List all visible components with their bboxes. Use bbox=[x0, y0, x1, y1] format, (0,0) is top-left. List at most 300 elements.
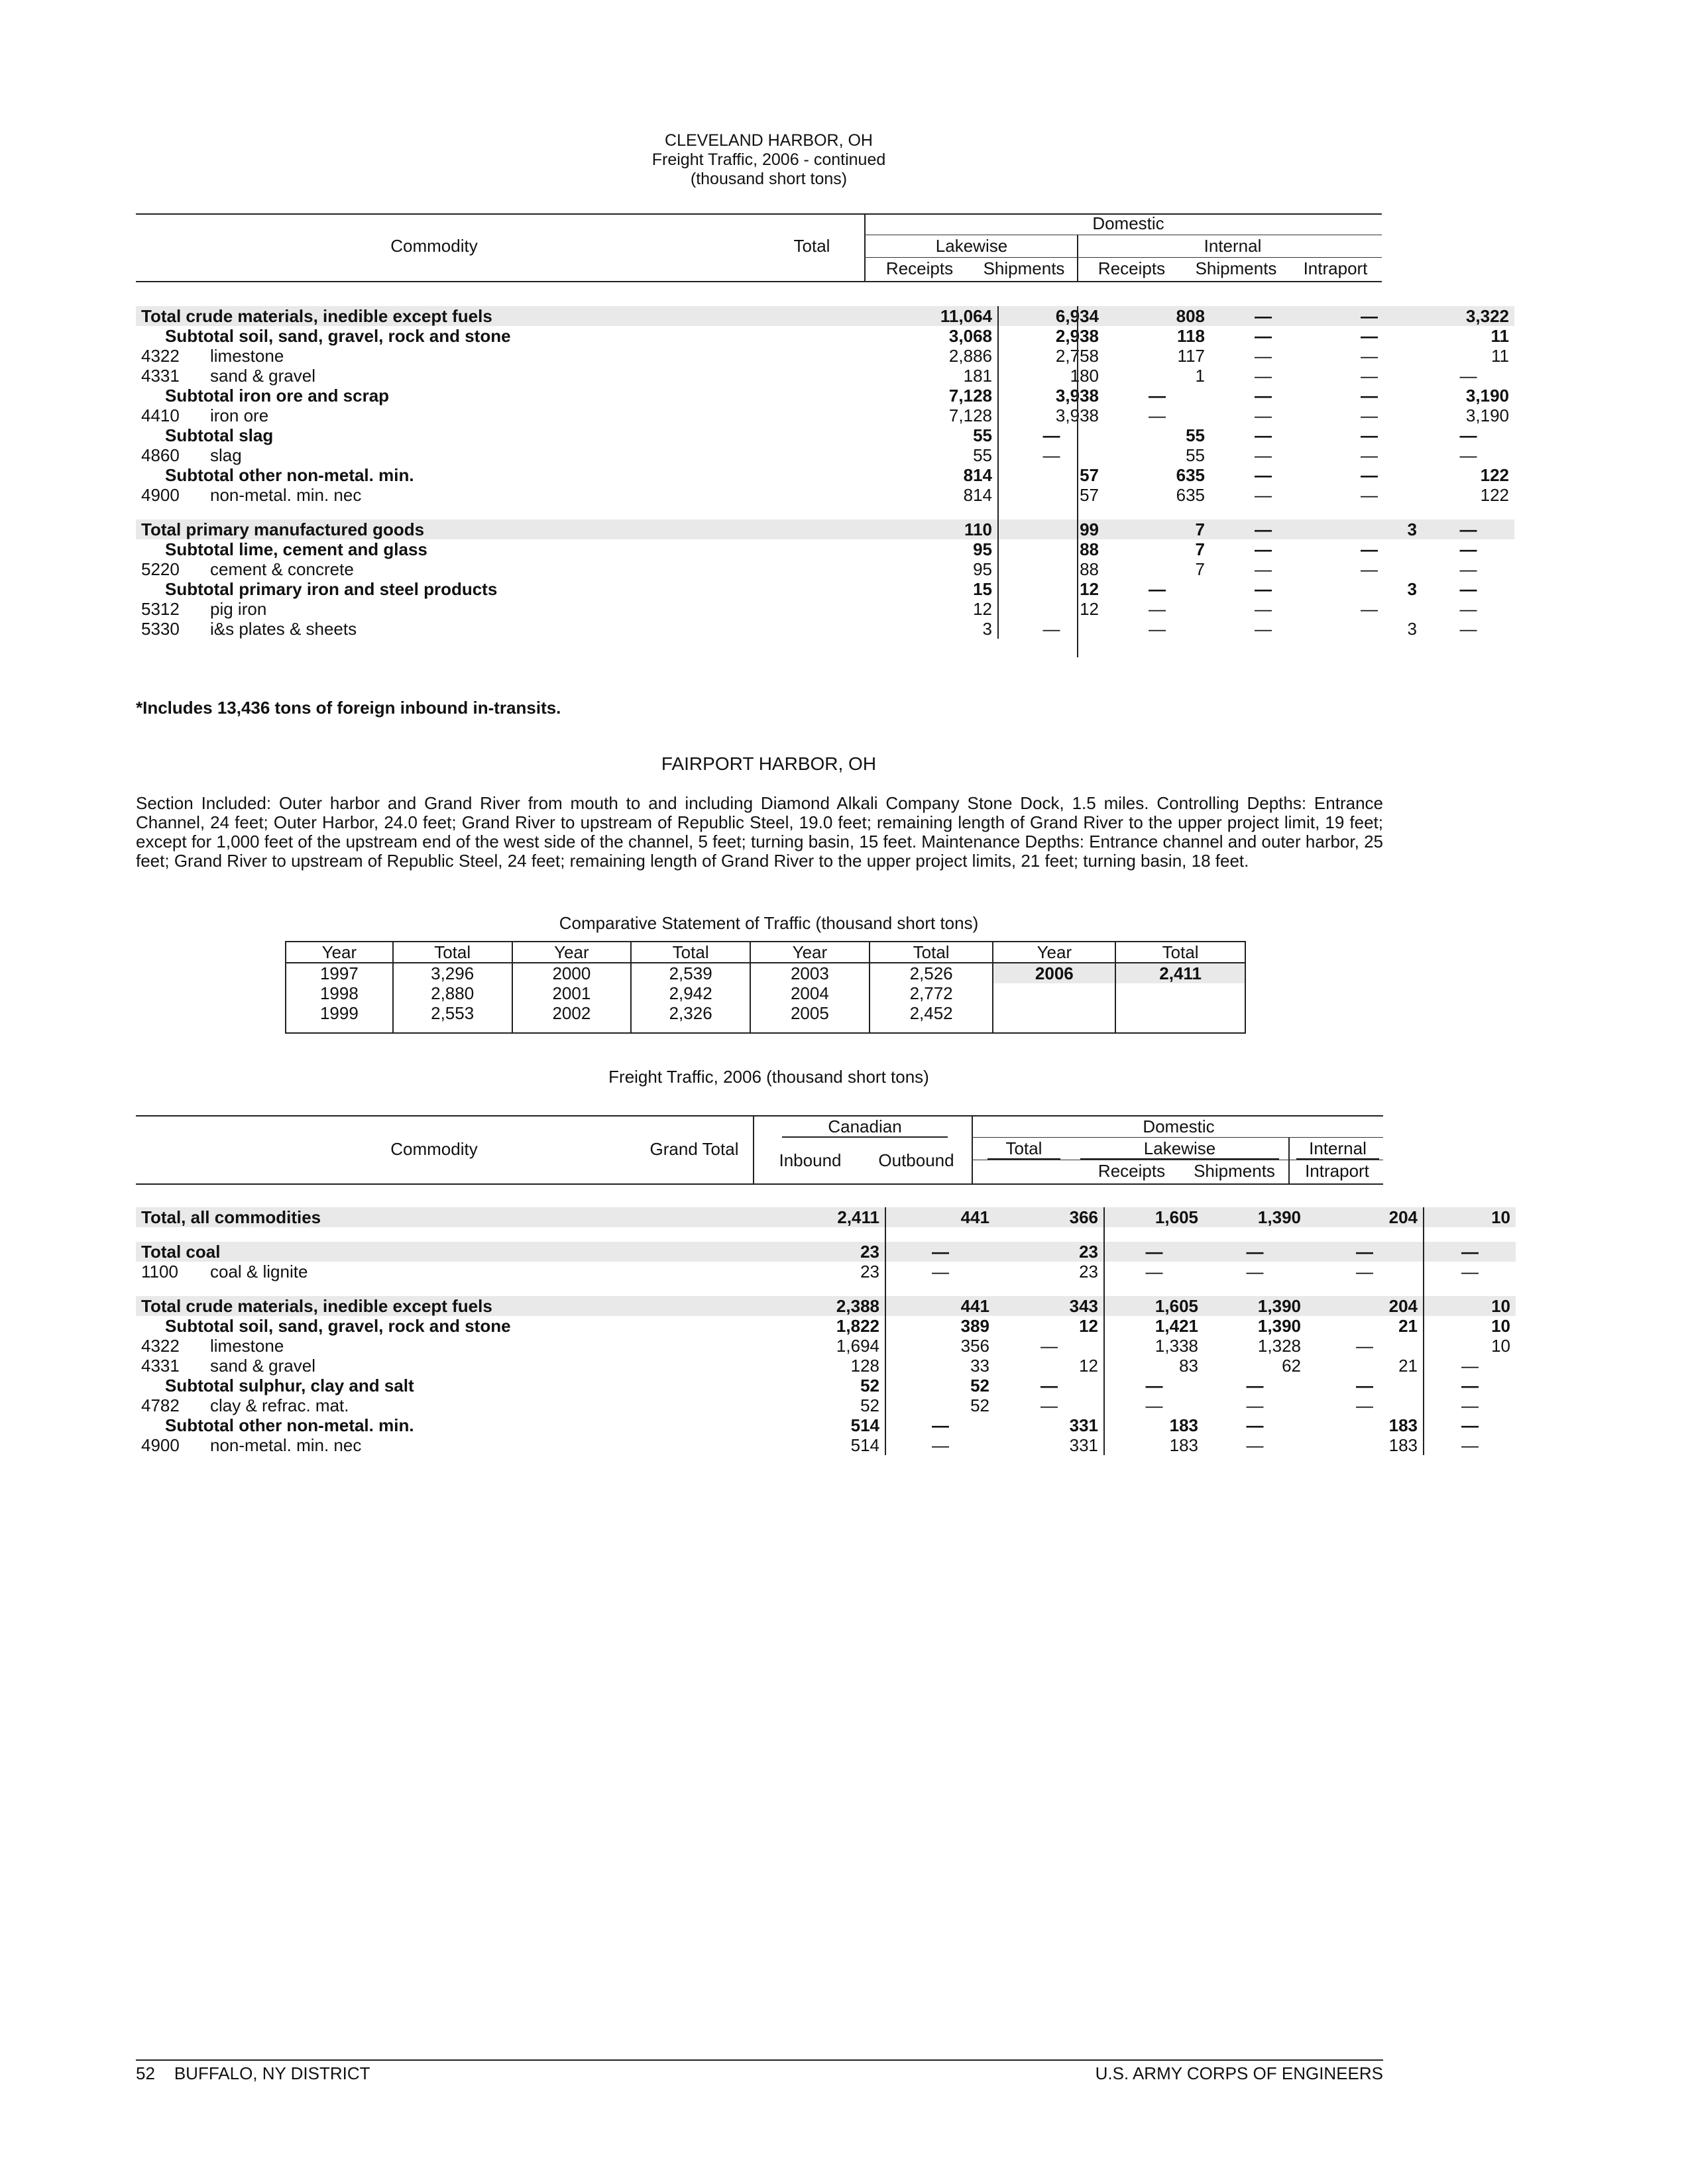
cell-is: 3 bbox=[1407, 579, 1417, 599]
cell-ip: 10 bbox=[1491, 1316, 1510, 1336]
cell-ir: — bbox=[1255, 326, 1272, 346]
fairport-freight-table bbox=[136, 1207, 1516, 1455]
cell-co: 366 bbox=[995, 1207, 1104, 1227]
cell-ls: 117 bbox=[1177, 346, 1205, 366]
cell-ls: — bbox=[1306, 1376, 1424, 1395]
fairport-domestic-header: Domestic bbox=[1143, 1117, 1215, 1136]
cleveland-intraport-header: Intraport bbox=[1303, 258, 1368, 278]
cell-ip: 11 bbox=[1491, 326, 1509, 346]
table-row bbox=[136, 1356, 1516, 1376]
table-row bbox=[136, 366, 1514, 386]
commodity-cell bbox=[136, 366, 866, 386]
cell-ls: 55 bbox=[1186, 425, 1205, 445]
table-row bbox=[136, 346, 1514, 366]
cell-is: — bbox=[1361, 326, 1378, 346]
cell-ci: — bbox=[932, 1435, 949, 1455]
cell-ip: — bbox=[1459, 619, 1477, 639]
commodity-code: 4900 bbox=[141, 1435, 180, 1455]
commodity-code: 4782 bbox=[141, 1395, 180, 1415]
cell-ip: 10 bbox=[1491, 1336, 1510, 1356]
total-cell bbox=[1115, 1003, 1245, 1023]
comparative-table bbox=[285, 941, 1246, 1034]
cell-ls: 1 bbox=[1195, 366, 1205, 386]
cleveland-internal-receipts-header: Receipts bbox=[1097, 258, 1166, 278]
table-row bbox=[136, 1336, 1516, 1356]
fairport-commodity-header: Commodity bbox=[390, 1139, 478, 1159]
cell-ls: 204 bbox=[1306, 1207, 1424, 1227]
cell-is: — bbox=[1316, 306, 1422, 326]
cell-total: 3,068 bbox=[866, 326, 998, 346]
cell-ci: 52 bbox=[970, 1395, 989, 1415]
commodity-code: 5330 bbox=[141, 619, 180, 639]
cell-ci: 389 bbox=[960, 1316, 989, 1336]
cell-gt: 23 bbox=[753, 1242, 885, 1262]
cell-is: — bbox=[1361, 599, 1378, 619]
cleveland-lakewise-header: Lakewise bbox=[935, 236, 1008, 256]
cell-total: 15 bbox=[866, 579, 998, 599]
cell-lr: 3,938 bbox=[1055, 386, 1099, 406]
commodity-code: 1100 bbox=[141, 1262, 178, 1282]
table-row bbox=[136, 425, 1514, 445]
cell-lr: — bbox=[1246, 1262, 1264, 1282]
commodity-name: Total crude materials, inedible except fuels bbox=[141, 306, 492, 326]
year-cell: 2002 bbox=[512, 1003, 632, 1023]
cell-ip: — bbox=[1459, 445, 1477, 465]
cell-ip: — bbox=[1459, 579, 1477, 599]
cleveland-internal-header: Internal bbox=[1204, 236, 1262, 256]
cleveland-domestic-header: Domestic bbox=[1092, 213, 1164, 233]
cell-gt: 514 bbox=[753, 1415, 885, 1435]
cell-ls: — bbox=[1306, 1336, 1424, 1356]
cell-ip: — bbox=[1461, 1376, 1479, 1395]
commodity-name: Subtotal sulphur, clay and salt bbox=[165, 1376, 414, 1395]
cell-ip: 3,190 bbox=[1465, 386, 1509, 406]
agency-name: U.S. ARMY CORPS OF ENGINEERS bbox=[1095, 2063, 1383, 2083]
year-cell bbox=[993, 1003, 1115, 1023]
table-row bbox=[136, 445, 1514, 465]
cell-dt: 83 bbox=[1179, 1356, 1198, 1376]
commodity-cell bbox=[136, 1296, 753, 1316]
cleveland-units: (thousand short tons) bbox=[690, 170, 848, 188]
commodity-name: limestone bbox=[210, 346, 284, 366]
cell-ci: 441 bbox=[885, 1207, 995, 1227]
fairport-lakewise-header: Lakewise bbox=[1080, 1138, 1279, 1160]
cell-is: — bbox=[1361, 406, 1378, 425]
cell-ir: — bbox=[1255, 619, 1272, 639]
cell-ls: 635 bbox=[1176, 485, 1205, 505]
cell-ls: — bbox=[1306, 1395, 1424, 1415]
cell-dt: 1,421 bbox=[1154, 1316, 1198, 1336]
cell-lr: 2,938 bbox=[1055, 326, 1099, 346]
commodity-cell bbox=[136, 599, 866, 619]
cell-dt: — bbox=[1145, 1262, 1163, 1282]
table-row bbox=[136, 406, 1514, 425]
fairport-title: FAIRPORT HARBOR, OH bbox=[661, 753, 877, 774]
cell-lr: 88 bbox=[1080, 559, 1099, 579]
cell-gt: 2,411 bbox=[753, 1207, 885, 1227]
cell-ir: — bbox=[1255, 406, 1272, 425]
cell-ci: 441 bbox=[885, 1296, 995, 1316]
cell-total: 814 bbox=[866, 465, 998, 485]
commodity-cell bbox=[136, 519, 866, 539]
cleveland-title: CLEVELAND HARBOR, OH bbox=[665, 131, 873, 150]
cell-lr: 57 bbox=[1080, 485, 1099, 505]
commodity-cell bbox=[136, 1336, 753, 1356]
commodity-name: coal & lignite bbox=[210, 1262, 308, 1282]
cell-lr: — bbox=[1246, 1376, 1264, 1395]
commodity-name: Subtotal lime, cement and glass bbox=[165, 539, 427, 559]
commodity-name: Total crude materials, inedible except fuels bbox=[141, 1296, 492, 1316]
cell-ip: — bbox=[1459, 425, 1477, 445]
commodity-cell bbox=[136, 1242, 753, 1262]
cell-lr: 1,390 bbox=[1204, 1296, 1306, 1316]
commodity-name: Subtotal soil, sand, gravel, rock and stone bbox=[165, 1316, 511, 1336]
table-row bbox=[136, 1242, 1516, 1262]
commodity-code: 4322 bbox=[141, 1336, 180, 1356]
commodity-name: clay & refrac. mat. bbox=[210, 1395, 349, 1415]
cell-lr: — bbox=[1246, 1435, 1264, 1455]
commodity-name: Total primary manufactured goods bbox=[141, 519, 425, 539]
cell-lr: 62 bbox=[1282, 1356, 1301, 1376]
cell-lr: — bbox=[1042, 445, 1060, 465]
cell-is: — bbox=[1361, 445, 1378, 465]
fairport-intraport-header: Intraport bbox=[1305, 1161, 1369, 1181]
cleveland-receipts-header: Receipts bbox=[885, 258, 954, 278]
table-row bbox=[136, 559, 1514, 579]
cleveland-internal-shipments-header: Shipments bbox=[1195, 258, 1277, 278]
cleveland-domestic-divider bbox=[1077, 306, 1078, 657]
total-cell: 2,326 bbox=[631, 1003, 750, 1023]
fairport-canadian-header: Canadian bbox=[782, 1117, 948, 1138]
cell-ls: 183 bbox=[1306, 1415, 1424, 1435]
commodity-cell bbox=[136, 306, 866, 326]
cell-ls: 21 bbox=[1306, 1356, 1424, 1376]
cleveland-shipments-header: Shipments bbox=[983, 258, 1065, 278]
commodity-cell bbox=[136, 465, 866, 485]
cell-ir: — bbox=[1255, 445, 1272, 465]
commodity-name: iron ore bbox=[210, 406, 269, 425]
cell-is: — bbox=[1361, 559, 1378, 579]
comparative-title: Comparative Statement of Traffic (thousand short tons) bbox=[559, 913, 979, 933]
cell-gt: 23 bbox=[753, 1262, 885, 1282]
footer-rule bbox=[136, 2059, 1383, 2061]
commodity-cell bbox=[136, 1395, 753, 1415]
commodity-name: sand & gravel bbox=[210, 366, 315, 386]
cell-ip: 10 bbox=[1424, 1296, 1516, 1316]
year-cell: 2005 bbox=[750, 1003, 870, 1023]
year-cell: 2000 bbox=[512, 963, 632, 983]
fairport-receipts-header: Receipts bbox=[1097, 1161, 1166, 1181]
cell-ci: 33 bbox=[970, 1356, 989, 1376]
cell-is: — bbox=[1361, 346, 1378, 366]
cell-gt: 128 bbox=[753, 1356, 885, 1376]
cell-total: 2,886 bbox=[866, 346, 998, 366]
cell-total: 7,128 bbox=[866, 386, 998, 406]
commodity-code: 5220 bbox=[141, 559, 180, 579]
commodity-cell bbox=[136, 346, 866, 366]
cell-ls: 183 bbox=[1306, 1435, 1424, 1455]
cell-ip: 3,190 bbox=[1465, 406, 1509, 425]
table-row bbox=[136, 1415, 1516, 1435]
cell-gt: 2,388 bbox=[753, 1296, 885, 1316]
commodity-name: sand & gravel bbox=[210, 1356, 315, 1376]
comparative-row bbox=[286, 963, 1245, 983]
cell-dt: 1,605 bbox=[1104, 1207, 1204, 1227]
fairport-outbound-header: Outbound bbox=[878, 1150, 954, 1170]
cell-ls: 7 bbox=[1195, 539, 1205, 559]
cell-lr: 12 bbox=[1080, 599, 1099, 619]
total-cell: 3,296 bbox=[393, 963, 512, 983]
cell-gt: 514 bbox=[753, 1435, 885, 1455]
year-cell: 2004 bbox=[750, 983, 870, 1003]
cell-co: 23 bbox=[995, 1242, 1104, 1262]
cell-ls: 204 bbox=[1306, 1296, 1424, 1316]
cell-gt: 52 bbox=[753, 1395, 885, 1415]
cell-ls: 7 bbox=[1104, 519, 1210, 539]
commodity-cell bbox=[136, 559, 866, 579]
year-cell: 2003 bbox=[750, 963, 870, 983]
comparative-row bbox=[286, 983, 1245, 1003]
cell-gt: 52 bbox=[753, 1376, 885, 1395]
total-cell: 2,553 bbox=[393, 1003, 512, 1023]
cell-ip: — bbox=[1461, 1395, 1479, 1415]
table-row bbox=[136, 306, 1514, 326]
cell-lr: — bbox=[1246, 1415, 1264, 1435]
total-header: Total bbox=[393, 942, 512, 963]
table-row bbox=[136, 619, 1514, 639]
cell-ls: — bbox=[1149, 619, 1166, 639]
cell-ir: — bbox=[1255, 539, 1272, 559]
cell-ls: 635 bbox=[1176, 465, 1205, 485]
cell-ip: 11 bbox=[1491, 346, 1509, 366]
commodity-name: Subtotal soil, sand, gravel, rock and stone bbox=[165, 326, 511, 346]
cell-is: — bbox=[1361, 366, 1378, 386]
table-row bbox=[136, 386, 1514, 406]
cell-lr: 6,934 bbox=[998, 306, 1104, 326]
cell-ls: 118 bbox=[1177, 326, 1205, 346]
cell-ip: — bbox=[1461, 1262, 1479, 1282]
cleveland-commodity-header: Commodity bbox=[390, 236, 478, 256]
cell-ir: — bbox=[1210, 519, 1316, 539]
commodity-cell bbox=[136, 1316, 753, 1336]
commodity-cell bbox=[136, 579, 866, 599]
commodity-name: Subtotal slag bbox=[165, 425, 274, 445]
commodity-cell bbox=[136, 406, 866, 425]
fairport-grand-total-header: Grand Total bbox=[649, 1139, 739, 1159]
cell-is: 3 bbox=[1316, 519, 1422, 539]
cell-ci: — bbox=[932, 1262, 949, 1282]
cell-is: — bbox=[1361, 465, 1378, 485]
page-number: 52 bbox=[136, 2063, 155, 2083]
cleveland-footnote: *Includes 13,436 tons of foreign inbound in-transits. bbox=[136, 698, 561, 718]
year-cell: 1998 bbox=[286, 983, 393, 1003]
fairport-domestic-total-header: Total bbox=[987, 1138, 1060, 1160]
cell-ip: — bbox=[1461, 1435, 1479, 1455]
table-row bbox=[136, 599, 1514, 619]
total-cell: 2,526 bbox=[870, 963, 993, 983]
table-row bbox=[136, 1435, 1516, 1455]
table-row bbox=[136, 539, 1514, 559]
cleveland-subtitle: Freight Traffic, 2006 - continued bbox=[651, 150, 886, 169]
spacer-row bbox=[136, 1227, 1516, 1242]
total-cell: 2,772 bbox=[870, 983, 993, 1003]
year-cell: 1997 bbox=[286, 963, 393, 983]
cleveland-freight-table bbox=[136, 306, 1514, 639]
cell-ip: — bbox=[1422, 519, 1514, 539]
cell-ip: — bbox=[1459, 599, 1477, 619]
total-cell: 2,539 bbox=[631, 963, 750, 983]
cell-co: 12 bbox=[995, 1316, 1104, 1336]
cell-dt: — bbox=[1145, 1395, 1163, 1415]
cell-co: 343 bbox=[995, 1296, 1104, 1316]
commodity-name: pig iron bbox=[210, 599, 267, 619]
commodity-name: Subtotal iron ore and scrap bbox=[165, 386, 390, 406]
cell-ls: — bbox=[1149, 406, 1166, 425]
year-cell: 1999 bbox=[286, 1003, 393, 1023]
comparative-row bbox=[286, 1003, 1245, 1023]
commodity-name: Subtotal other non-metal. min. bbox=[165, 465, 414, 485]
cell-ls: 7 bbox=[1195, 559, 1205, 579]
cell-co: 331 bbox=[995, 1435, 1104, 1455]
commodity-code: 4860 bbox=[141, 445, 180, 465]
cell-ls: 55 bbox=[1186, 445, 1205, 465]
table-row bbox=[136, 1262, 1516, 1282]
cell-ip: — bbox=[1459, 539, 1477, 559]
fairport-section-text: Section Included: Outer harbor and Grand River from mouth to and including Diamond Alkali Company Stone Dock, 1.5 miles. Controlling Depths: Entrance Channel, 24 feet; Outer Harbor, 24.0 feet; Grand River to upstream of Republic Steel, 19.0 feet; remaining length of Grand River to the upper project limit, 19 feet; except for 1,000 feet of the upstream end of the west side of the channel, 5 feet; turning basin, 15 feet. Maintenance Depths: Entrance channel and outer harbor, 25 feet; Grand River to upstream of Republic Steel, 24 feet; remaining length of Grand River to the upper project limits, 21 feet; turning basin, 18 feet. bbox=[136, 793, 1383, 871]
total-cell bbox=[1115, 983, 1245, 1003]
cell-dt: 1,338 bbox=[1154, 1336, 1198, 1356]
cell-ip: 10 bbox=[1424, 1207, 1516, 1227]
cell-total: 181 bbox=[866, 366, 998, 386]
cell-ip: — bbox=[1459, 366, 1477, 386]
commodity-code: 5312 bbox=[141, 599, 180, 619]
total-header: Total bbox=[631, 942, 750, 963]
commodity-cell bbox=[136, 485, 866, 505]
cell-co: 331 bbox=[995, 1415, 1104, 1435]
total-header: Total bbox=[870, 942, 993, 963]
district-name: BUFFALO, NY DISTRICT bbox=[174, 2063, 370, 2083]
cell-is: — bbox=[1361, 386, 1378, 406]
cell-ls: 808 bbox=[1104, 306, 1210, 326]
fairport-internal-header: Internal bbox=[1296, 1138, 1379, 1160]
cell-co: — bbox=[995, 1376, 1104, 1395]
total-cell: 2,411 bbox=[1115, 963, 1245, 983]
cell-ls: — bbox=[1149, 386, 1166, 406]
cell-co: — bbox=[995, 1395, 1104, 1415]
cell-ci: 356 bbox=[960, 1336, 989, 1356]
cell-gt: 1,694 bbox=[753, 1336, 885, 1356]
commodity-code: 4322 bbox=[141, 346, 180, 366]
cell-lr: 1,328 bbox=[1257, 1336, 1301, 1356]
cell-ir: — bbox=[1255, 485, 1272, 505]
cell-ir: — bbox=[1255, 579, 1272, 599]
year-header: Year bbox=[750, 942, 870, 963]
year-cell: 2006 bbox=[993, 963, 1115, 983]
cell-ip: 122 bbox=[1480, 465, 1509, 485]
cell-ci: 52 bbox=[970, 1376, 989, 1395]
table-row bbox=[136, 485, 1514, 505]
commodity-name: limestone bbox=[210, 1336, 284, 1356]
table-row bbox=[136, 1296, 1516, 1316]
cell-dt: 183 bbox=[1169, 1415, 1198, 1435]
commodity-cell bbox=[136, 445, 866, 465]
cell-ci: — bbox=[932, 1415, 949, 1435]
table-row bbox=[136, 1316, 1516, 1336]
commodity-cell bbox=[136, 539, 866, 559]
commodity-name: cement & concrete bbox=[210, 559, 354, 579]
cell-total: 11,064 bbox=[866, 306, 998, 326]
commodity-name: slag bbox=[210, 445, 242, 465]
commodity-cell bbox=[136, 1376, 753, 1395]
commodity-code: 4410 bbox=[141, 406, 180, 425]
cell-ir: — bbox=[1255, 465, 1272, 485]
cell-total: 95 bbox=[866, 559, 998, 579]
cell-ls: — bbox=[1149, 599, 1166, 619]
cell-lr: 1,390 bbox=[1204, 1207, 1306, 1227]
cell-ir: — bbox=[1255, 559, 1272, 579]
commodity-cell bbox=[136, 326, 866, 346]
commodity-code: 4331 bbox=[141, 366, 180, 386]
total-header: Total bbox=[1115, 942, 1245, 963]
fairport-inbound-header: Inbound bbox=[779, 1150, 842, 1170]
year-header: Year bbox=[512, 942, 632, 963]
cell-lr: 99 bbox=[998, 519, 1104, 539]
cell-co: 23 bbox=[995, 1262, 1104, 1282]
cell-ls: 21 bbox=[1306, 1316, 1424, 1336]
footer-left bbox=[136, 2063, 370, 2084]
cell-is: — bbox=[1361, 485, 1378, 505]
cell-ip: 3,322 bbox=[1422, 306, 1514, 326]
cell-ir: — bbox=[1255, 599, 1272, 619]
cell-lr: 2,758 bbox=[1055, 346, 1099, 366]
commodity-code: 4331 bbox=[141, 1356, 180, 1376]
spacer-row bbox=[136, 505, 1514, 519]
total-cell: 2,880 bbox=[393, 983, 512, 1003]
cell-total: 814 bbox=[866, 485, 998, 505]
table-row bbox=[136, 579, 1514, 599]
year-header: Year bbox=[286, 942, 393, 963]
cell-ip: 122 bbox=[1480, 485, 1509, 505]
commodity-cell bbox=[136, 1356, 753, 1376]
year-header: Year bbox=[993, 942, 1115, 963]
commodity-name: Total coal bbox=[141, 1242, 221, 1262]
year-cell: 2001 bbox=[512, 983, 632, 1003]
cell-gt: 1,822 bbox=[753, 1316, 885, 1336]
commodity-name: non-metal. min. nec bbox=[210, 1435, 362, 1455]
commodity-cell bbox=[136, 1435, 753, 1455]
cell-total: 110 bbox=[866, 519, 998, 539]
cleveland-total-header: Total bbox=[793, 236, 830, 256]
cell-lr: — bbox=[1042, 425, 1060, 445]
year-cell bbox=[993, 983, 1115, 1003]
fairport-shipments-header: Shipments bbox=[1194, 1161, 1275, 1181]
table-row bbox=[136, 1395, 1516, 1415]
cell-ip: — bbox=[1461, 1415, 1479, 1435]
table-row bbox=[136, 519, 1514, 539]
commodity-cell bbox=[136, 1207, 753, 1227]
cell-lr: — bbox=[1042, 619, 1060, 639]
cell-lr: 57 bbox=[1080, 465, 1099, 485]
table-row bbox=[136, 1376, 1516, 1395]
cell-dt: — bbox=[1104, 1242, 1204, 1262]
cell-lr: 88 bbox=[1080, 539, 1099, 559]
table-row bbox=[136, 465, 1514, 485]
cell-lr: 3,938 bbox=[1055, 406, 1099, 425]
table-row bbox=[136, 1207, 1516, 1227]
commodity-name: Subtotal other non-metal. min. bbox=[165, 1415, 414, 1435]
commodity-cell bbox=[136, 386, 866, 406]
commodity-name: Subtotal primary iron and steel products bbox=[165, 579, 498, 599]
